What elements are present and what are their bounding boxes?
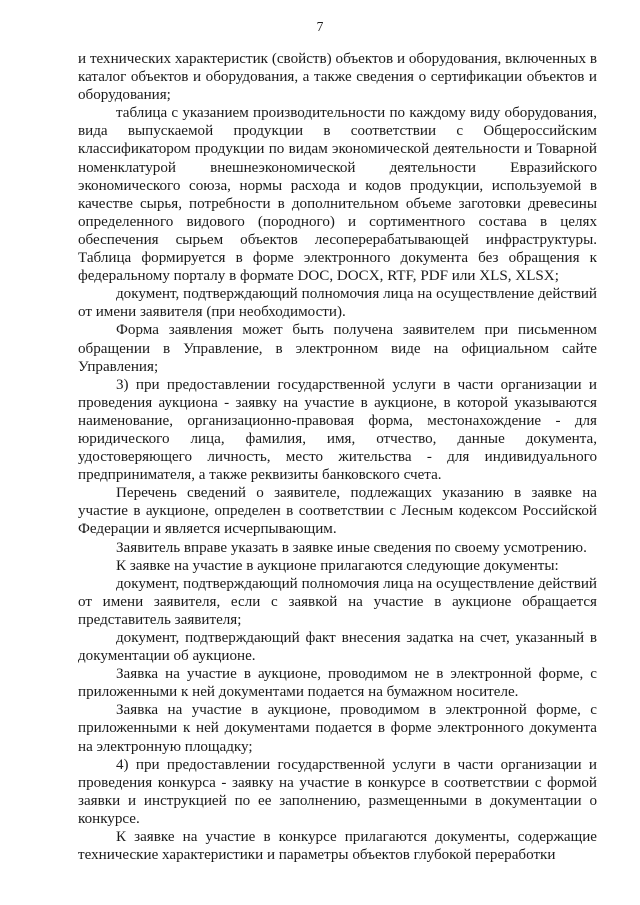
page-number: 7 xyxy=(316,19,324,34)
paragraph-paper-application: Заявка на участие в аукционе, проводимом не в электронной форме, с приложенными к ней документами подается на бумажном носителе. xyxy=(78,666,597,701)
document-body xyxy=(78,50,597,864)
paragraph-equipment-specs: и технических характеристик (свойств) объектов и оборудования, включенных в каталог объектов и оборудования, а также сведения о сертификации объектов и оборудования; xyxy=(78,51,597,104)
paragraph-application-form: Форма заявления может быть получена заявителем при письменном обращении в Управление, в электронном виде на официальном сайте Управления; xyxy=(78,322,597,375)
paragraph-contest-application: 4) при предоставлении государственной услуги в части организации и проведения конкурса - заявку на участие в конкурсе в соответствии с формой заявки и инструкцией по ее заполнению, размещенными в документации о конкурсе. xyxy=(78,756,597,827)
paragraph-attached-documents: К заявке на участие в аукционе прилагаются следующие документы: xyxy=(116,557,559,574)
paragraph-auction-application: 3) при предоставлении государственной услуги в части организации и проведения аукциона - заявку на участие в аукционе, в которой указываются наименование, организационно-правовая форма, местонахождение - для юридического лица, фамилия, имя, отчество, данные документа, удостоверяющего личность, место жительства - для индивидуального предпринимателя, а также реквизиты банковского счета. xyxy=(78,376,597,484)
paragraph-electronic-application: Заявка на участие в аукционе, проводимом в электронной форме, с приложенными к ней документами подается в форме электронного документа на электронную площадку; xyxy=(78,702,597,755)
paragraph-contest-documents: К заявке на участие в конкурсе прилагаются документы, содержащие технические характеристики и параметры объектов глубокой переработки xyxy=(78,829,597,864)
paragraph-applicant-info-list: Перечень сведений о заявителе, подлежащих указанию в заявке на участие в аукционе, определен в соответствии с Лесным кодексом Российской Федерации и является исчерпывающим. xyxy=(78,485,597,538)
paragraph-authority-document: документ, подтверждающий полномочия лица на осуществление действий от имени заявителя (при необходимости). xyxy=(78,286,597,321)
paragraph-deposit-document: документ, подтверждающий факт внесения задатка на счет, указанный в документации об аукционе. xyxy=(78,630,597,665)
paragraph-productivity-table: таблица с указанием производительности по каждому виду оборудования, вида выпускаемой продукции в соответствии с Общероссийским классификатором продукции по видам экономической деятельности и Товарной номенклатурой внешнеэкономической деятельности Евразийского экономического союза, нормы расхода и кодов продукции, используемой в качестве сырья, потребности в дополнительном объеме заготовки древесины определенного видового (породного) и сортиментного состава в целях обеспечения сырьем объектов лесоперерабатывающей инфраструктуры. Таблица формируется в форме электронного документа без обращения к федеральному порталу в формате DOC, DOCX, RTF, PDF или XLS, XLSX; xyxy=(78,105,597,285)
paragraph-representative-document: документ, подтверждающий полномочия лица на осуществление действий от имени заявителя, если с заявкой на участие в аукционе обращается представитель заявителя; xyxy=(78,575,597,628)
paragraph-other-info: Заявитель вправе указать в заявке иные сведения по своему усмотрению. xyxy=(116,539,587,556)
